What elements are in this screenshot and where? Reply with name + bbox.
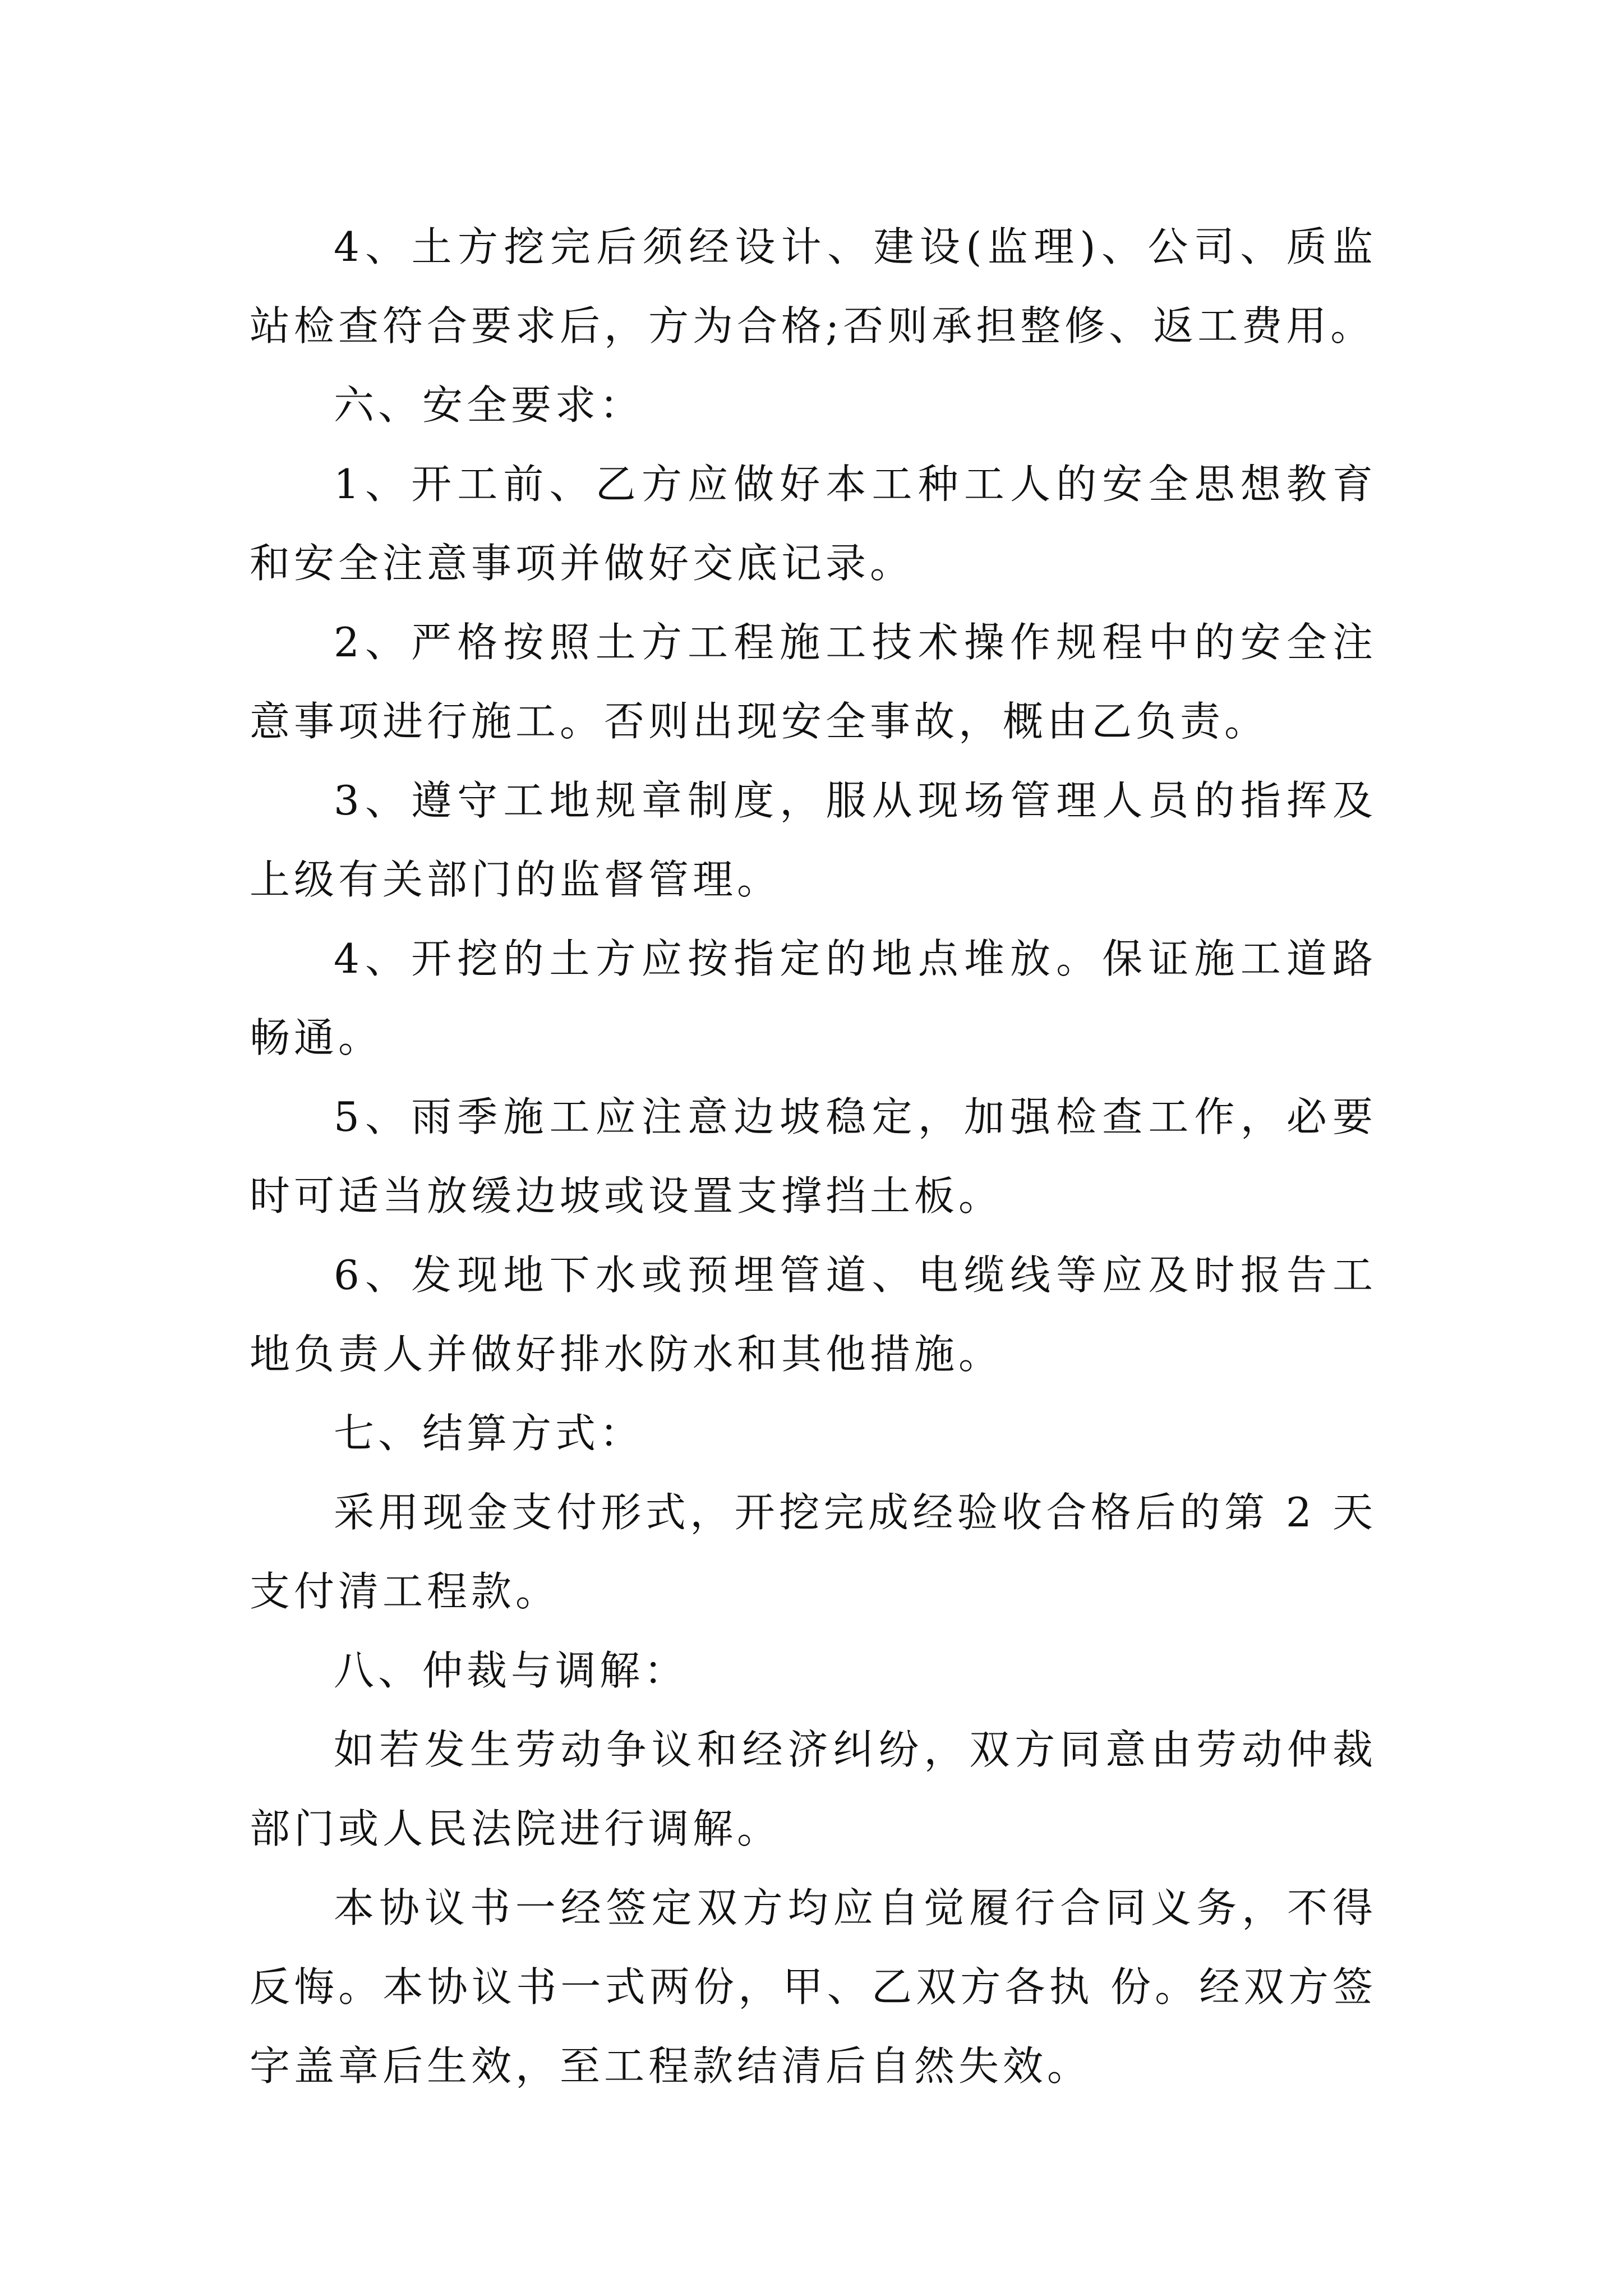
document-body xyxy=(250,208,1377,2106)
paragraph-clause-4-inspection: 4、土方挖完后须经设计、建设(监理)、公司、质监站检查符合要求后，方为合格;否则承担整修、返工费用。 xyxy=(250,223,1377,349)
paragraph-arbitration: 如若发生劳动争议和经济纠纷，双方同意由劳动仲裁部门或人民法院进行调解。 xyxy=(250,1726,1377,1852)
paragraph-safety-3: 3、遵守工地规章制度，服从现场管理人员的指挥及上级有关部门的监督管理。 xyxy=(250,777,1377,903)
heading-arbitration: 八、仲裁与调解： xyxy=(334,1647,689,1694)
heading-safety-requirements: 六、安全要求： xyxy=(334,381,644,429)
paragraph-agreement-effect: 本协议书一经签定双方均应自觉履行合同义务，不得反悔。本协议书一式两份，甲、乙双方各执 份。经双方签字盖章后生效，至工程款结清后自然失效。 xyxy=(250,1884,1377,2090)
paragraph-safety-4: 4、开挖的土方应按指定的地点堆放。保证施工道路畅通。 xyxy=(250,935,1377,1061)
paragraph-safety-1: 1、开工前、乙方应做好本工种工人的安全思想教育和安全注意事项并做好交底记录。 xyxy=(250,461,1377,587)
paragraph-safety-5: 5、雨季施工应注意边坡稳定，加强检查工作，必要时可适当放缓边坡或设置支撑挡土板。 xyxy=(250,1093,1377,1220)
paragraph-safety-6: 6、发现地下水或预埋管道、电缆线等应及时报告工地负责人并做好排水防水和其他措施。 xyxy=(250,1251,1377,1378)
paragraph-safety-2: 2、严格按照土方工程施工技术操作规程中的安全注意事项进行施工。否则出现安全事故，概由乙负责。 xyxy=(250,619,1377,745)
paragraph-settlement: 采用现金支付形式，开挖完成经验收合格后的第 2 天支付清工程款。 xyxy=(250,1489,1377,1615)
heading-settlement-method: 七、结算方式： xyxy=(334,1410,644,1457)
